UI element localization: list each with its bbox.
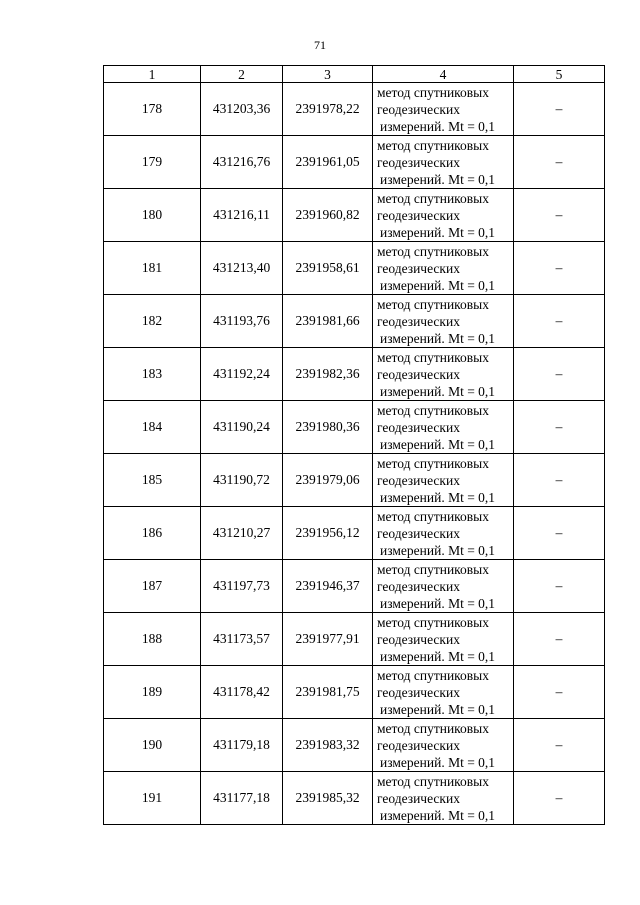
method-text-line: измерений. Mt = 0,1 bbox=[380, 489, 496, 505]
method-cell bbox=[373, 454, 514, 507]
header-col-4: 4 bbox=[373, 66, 514, 83]
method-text-line: геодезических bbox=[377, 101, 460, 117]
point-number-cell: 188 bbox=[104, 613, 201, 666]
y-coordinate-cell: 2391982,36 bbox=[283, 348, 373, 401]
method-text-line: геодезических bbox=[377, 790, 460, 806]
x-coordinate-cell: 431216,11 bbox=[201, 189, 283, 242]
method-cell bbox=[373, 719, 514, 772]
x-coordinate-cell: 431190,72 bbox=[201, 454, 283, 507]
table-row bbox=[104, 242, 605, 295]
x-coordinate-cell: 431210,27 bbox=[201, 507, 283, 560]
method-cell bbox=[373, 613, 514, 666]
method-cell bbox=[373, 560, 514, 613]
method-text-line: геодезических bbox=[377, 525, 460, 541]
point-number-cell: 178 bbox=[104, 83, 201, 136]
point-number-cell: 179 bbox=[104, 136, 201, 189]
point-number-cell: 182 bbox=[104, 295, 201, 348]
method-text-line: метод спутниковых bbox=[377, 720, 489, 736]
note-cell: – bbox=[514, 613, 605, 666]
method-text-line: геодезических bbox=[377, 419, 460, 435]
method-cell bbox=[373, 772, 514, 825]
y-coordinate-cell: 2391956,12 bbox=[283, 507, 373, 560]
x-coordinate-cell: 431193,76 bbox=[201, 295, 283, 348]
note-cell: – bbox=[514, 560, 605, 613]
method-text-line: измерений. Mt = 0,1 bbox=[380, 807, 496, 823]
table-row bbox=[104, 136, 605, 189]
x-coordinate-cell: 431213,40 bbox=[201, 242, 283, 295]
method-text-line: метод спутниковых bbox=[377, 243, 489, 259]
method-text-line: метод спутниковых bbox=[377, 508, 489, 524]
note-cell: – bbox=[514, 401, 605, 454]
note-cell: – bbox=[514, 295, 605, 348]
table-body bbox=[104, 83, 605, 825]
table-row bbox=[104, 772, 605, 825]
coordinates-table bbox=[103, 65, 605, 825]
point-number-cell: 186 bbox=[104, 507, 201, 560]
table-row bbox=[104, 295, 605, 348]
note-cell: – bbox=[514, 666, 605, 719]
point-number-cell: 190 bbox=[104, 719, 201, 772]
method-text-line: геодезических bbox=[377, 684, 460, 700]
method-text-line: метод спутниковых bbox=[377, 84, 489, 100]
method-text-line: измерений. Mt = 0,1 bbox=[380, 277, 496, 293]
y-coordinate-cell: 2391946,37 bbox=[283, 560, 373, 613]
method-text-line: геодезических bbox=[377, 313, 460, 329]
note-cell: – bbox=[514, 83, 605, 136]
method-text-line: измерений. Mt = 0,1 bbox=[380, 224, 496, 240]
method-text-line: геодезических bbox=[377, 472, 460, 488]
table-row bbox=[104, 613, 605, 666]
y-coordinate-cell: 2391960,82 bbox=[283, 189, 373, 242]
method-text-line: метод спутниковых bbox=[377, 296, 489, 312]
method-cell bbox=[373, 401, 514, 454]
note-cell: – bbox=[514, 719, 605, 772]
x-coordinate-cell: 431178,42 bbox=[201, 666, 283, 719]
method-cell bbox=[373, 666, 514, 719]
point-number-cell: 180 bbox=[104, 189, 201, 242]
method-text-line: геодезических bbox=[377, 260, 460, 276]
x-coordinate-cell: 431177,18 bbox=[201, 772, 283, 825]
note-cell: – bbox=[514, 772, 605, 825]
note-cell: – bbox=[514, 507, 605, 560]
method-text-line: измерений. Mt = 0,1 bbox=[380, 118, 496, 134]
table-row bbox=[104, 666, 605, 719]
note-cell: – bbox=[514, 242, 605, 295]
y-coordinate-cell: 2391977,91 bbox=[283, 613, 373, 666]
point-number-cell: 184 bbox=[104, 401, 201, 454]
note-cell: – bbox=[514, 454, 605, 507]
table-row bbox=[104, 348, 605, 401]
method-cell bbox=[373, 83, 514, 136]
x-coordinate-cell: 431173,57 bbox=[201, 613, 283, 666]
y-coordinate-cell: 2391979,06 bbox=[283, 454, 373, 507]
x-coordinate-cell: 431179,18 bbox=[201, 719, 283, 772]
table-row bbox=[104, 401, 605, 454]
table-row bbox=[104, 83, 605, 136]
method-text-line: метод спутниковых bbox=[377, 190, 489, 206]
method-text-line: геодезических bbox=[377, 578, 460, 594]
header-col-2: 2 bbox=[201, 66, 283, 83]
point-number-cell: 191 bbox=[104, 772, 201, 825]
method-text-line: метод спутниковых bbox=[377, 349, 489, 365]
y-coordinate-cell: 2391983,32 bbox=[283, 719, 373, 772]
method-cell bbox=[373, 507, 514, 560]
table-row bbox=[104, 507, 605, 560]
y-coordinate-cell: 2391981,66 bbox=[283, 295, 373, 348]
method-text-line: геодезических bbox=[377, 154, 460, 170]
y-coordinate-cell: 2391978,22 bbox=[283, 83, 373, 136]
y-coordinate-cell: 2391958,61 bbox=[283, 242, 373, 295]
note-cell: – bbox=[514, 348, 605, 401]
x-coordinate-cell: 431192,24 bbox=[201, 348, 283, 401]
y-coordinate-cell: 2391985,32 bbox=[283, 772, 373, 825]
method-text-line: измерений. Mt = 0,1 bbox=[380, 754, 496, 770]
method-text-line: измерений. Mt = 0,1 bbox=[380, 330, 496, 346]
method-text-line: метод спутниковых bbox=[377, 561, 489, 577]
method-cell bbox=[373, 136, 514, 189]
method-text-line: измерений. Mt = 0,1 bbox=[380, 436, 496, 452]
method-text-line: геодезических bbox=[377, 207, 460, 223]
y-coordinate-cell: 2391980,36 bbox=[283, 401, 373, 454]
method-cell bbox=[373, 295, 514, 348]
method-cell bbox=[373, 189, 514, 242]
note-cell: – bbox=[514, 189, 605, 242]
header-col-1: 1 bbox=[104, 66, 201, 83]
point-number-cell: 181 bbox=[104, 242, 201, 295]
method-text-line: измерений. Mt = 0,1 bbox=[380, 595, 496, 611]
header-col-3: 3 bbox=[283, 66, 373, 83]
point-number-cell: 185 bbox=[104, 454, 201, 507]
point-number-cell: 183 bbox=[104, 348, 201, 401]
method-text-line: метод спутниковых bbox=[377, 614, 489, 630]
method-text-line: метод спутниковых bbox=[377, 137, 489, 153]
method-text-line: измерений. Mt = 0,1 bbox=[380, 542, 496, 558]
method-text-line: метод спутниковых bbox=[377, 402, 489, 418]
method-text-line: метод спутниковых bbox=[377, 455, 489, 471]
page-number: 71 bbox=[314, 38, 326, 52]
table-row bbox=[104, 189, 605, 242]
method-text-line: измерений. Mt = 0,1 bbox=[380, 701, 496, 717]
method-text-line: метод спутниковых bbox=[377, 773, 489, 789]
method-text-line: геодезических bbox=[377, 737, 460, 753]
note-cell: – bbox=[514, 136, 605, 189]
table-row bbox=[104, 454, 605, 507]
method-text-line: геодезических bbox=[377, 631, 460, 647]
header-row bbox=[104, 66, 605, 83]
header-col-5: 5 bbox=[514, 66, 605, 83]
point-number-cell: 189 bbox=[104, 666, 201, 719]
y-coordinate-cell: 2391961,05 bbox=[283, 136, 373, 189]
x-coordinate-cell: 431203,36 bbox=[201, 83, 283, 136]
y-coordinate-cell: 2391981,75 bbox=[283, 666, 373, 719]
method-cell bbox=[373, 242, 514, 295]
method-text-line: измерений. Mt = 0,1 bbox=[380, 383, 496, 399]
method-text-line: измерений. Mt = 0,1 bbox=[380, 648, 496, 664]
table-row bbox=[104, 560, 605, 613]
x-coordinate-cell: 431190,24 bbox=[201, 401, 283, 454]
method-text-line: геодезических bbox=[377, 366, 460, 382]
x-coordinate-cell: 431216,76 bbox=[201, 136, 283, 189]
x-coordinate-cell: 431197,73 bbox=[201, 560, 283, 613]
method-cell bbox=[373, 348, 514, 401]
method-text-line: метод спутниковых bbox=[377, 667, 489, 683]
point-number-cell: 187 bbox=[104, 560, 201, 613]
method-text-line: измерений. Mt = 0,1 bbox=[380, 171, 496, 187]
table-row bbox=[104, 719, 605, 772]
